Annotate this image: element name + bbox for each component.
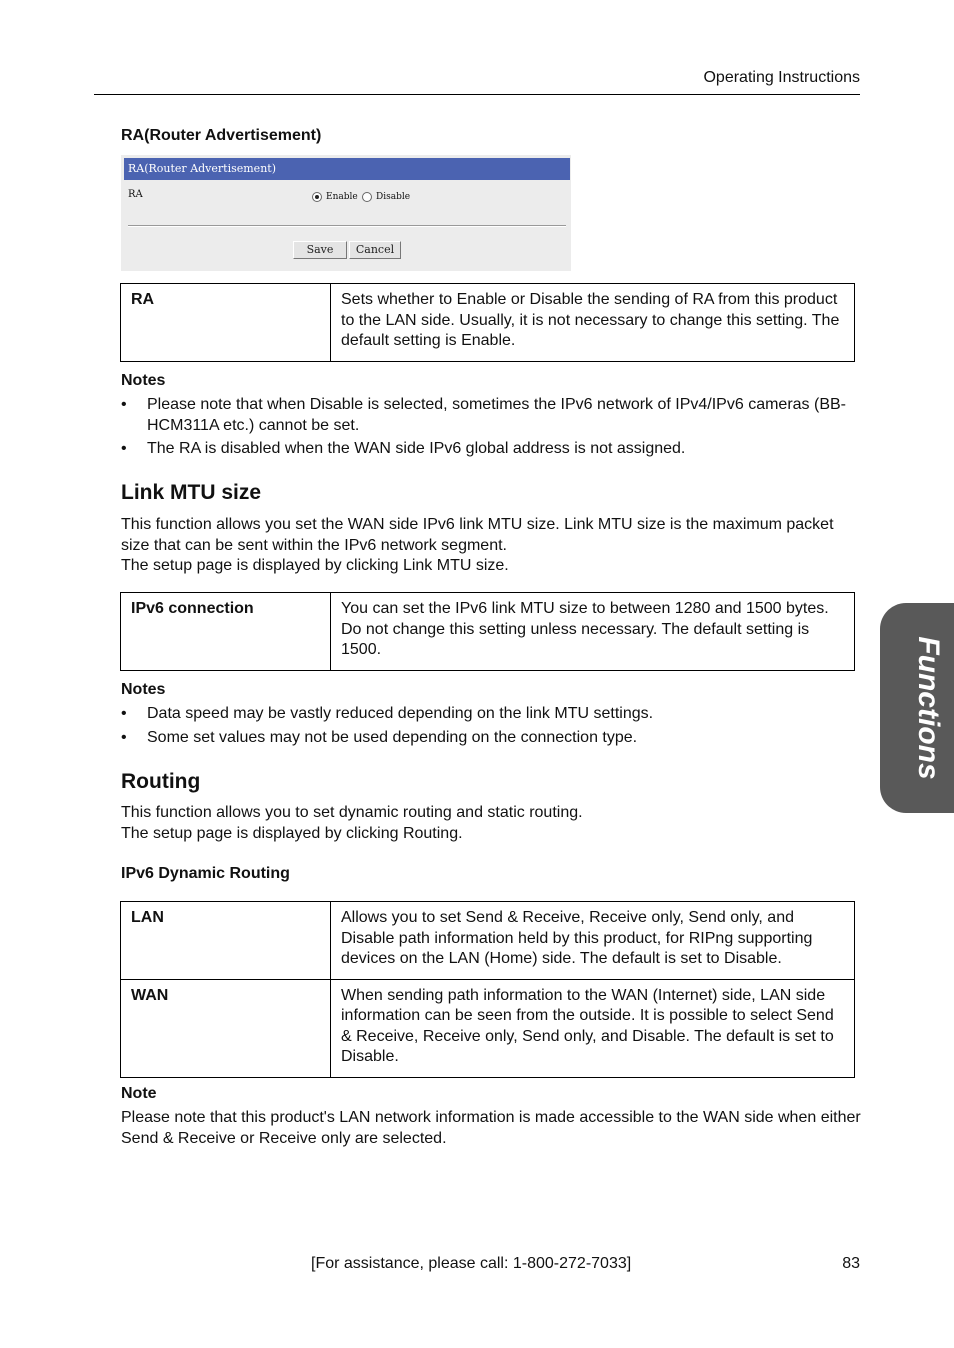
table-key: WAN: [121, 979, 331, 1077]
routing-heading: Routing: [121, 770, 201, 793]
ra-table: [120, 283, 855, 362]
list-item: • Data speed may be vastly reduced depending on the link MTU settings.: [121, 704, 861, 725]
section-tab-label: Functions: [912, 636, 945, 780]
mtu-table: [120, 592, 855, 671]
ra-notes-heading: Notes: [121, 372, 166, 389]
ra-disable-radio[interactable]: [362, 192, 372, 202]
table-row: [121, 902, 855, 980]
table-key: IPv6 connection: [121, 593, 331, 671]
mtu-heading: Link MTU size: [121, 481, 262, 504]
mtu-notes-list: [121, 704, 861, 751]
table-value: You can set the IPv6 link MTU size to between 1280 and 1500 bytes. Do not change this setting unless necessary. The default setting is 1500.: [331, 593, 855, 671]
ra-enable-label: Enable: [326, 192, 358, 202]
paragraph: This function allows you set the WAN side IPv6 link MTU size. Link MTU size is the maximum packet size that can be sent within the IPv6 network segment.: [121, 516, 834, 554]
table-row: [121, 284, 855, 362]
table-value: When sending path information to the WAN (Internet) side, LAN side information can be seen from the outside. It is possible to select Send & Receive, Receive only, Send only, and Disable. The default is set to Disable.: [331, 979, 855, 1077]
ra-enable-radio[interactable]: [312, 192, 322, 202]
table-value: Sets whether to Enable or Disable the sending of RA from this product to the LAN side. Usually, it is not necessary to change this setting. The default setting is Enable.: [331, 284, 855, 362]
ra-heading: RA(Router Advertisement): [121, 127, 322, 144]
mtu-intro: [121, 515, 861, 577]
page-number: 83: [842, 1255, 860, 1272]
list-item: • Please note that when Disable is selected, sometimes the IPv6 network of IPv4/IPv6 cameras (BB-HCM311A etc.) cannot be set.: [121, 395, 861, 436]
ra-disable-label: Disable: [376, 192, 411, 202]
table-key: RA: [121, 284, 331, 362]
paragraph: This function allows you to set dynamic routing and static routing.: [121, 804, 583, 821]
assistance-line: [For assistance, please call: 1-800-272-7033]: [311, 1255, 632, 1272]
table-key: LAN: [121, 902, 331, 980]
table-row: [121, 593, 855, 671]
ra-panel-title-bar: RA(Router Advertisement): [124, 158, 570, 180]
table-row: [121, 979, 855, 1077]
panel-divider: [128, 225, 566, 227]
table-value: Allows you to set Send & Receive, Receive only, Send only, and Disable path information held by this product, for RIPng supporting devices on the LAN (Home) side. The default is set to Disable.: [331, 902, 855, 980]
section-tab: [880, 603, 954, 813]
cancel-button[interactable]: Cancel: [349, 241, 401, 259]
ra-settings-screenshot: [121, 155, 571, 271]
routing-intro: [121, 803, 861, 844]
paragraph: The setup page is displayed by clicking Routing.: [121, 824, 463, 842]
paragraph: The setup page is displayed by clicking Link MTU size.: [121, 557, 509, 574]
list-item: • The RA is disabled when the WAN side IPv6 global address is not assigned.: [121, 439, 861, 460]
routing-note: Please note that this product's LAN network information is made accessible to the WAN side when either Send & Receive or Receive only are selected.: [121, 1109, 861, 1147]
running-header: Operating Instructions: [703, 69, 860, 86]
mtu-notes-heading: Notes: [121, 681, 166, 698]
ra-notes-list: [121, 395, 861, 463]
header-rule: [94, 94, 860, 95]
save-button[interactable]: Save: [293, 241, 347, 259]
list-item: • Some set values may not be used depending on the connection type.: [121, 728, 861, 749]
ra-field-label: RA: [128, 189, 143, 200]
routing-table: [120, 901, 855, 1078]
routing-note-heading: Note: [121, 1085, 157, 1102]
dynamic-routing-heading: IPv6 Dynamic Routing: [121, 865, 290, 882]
